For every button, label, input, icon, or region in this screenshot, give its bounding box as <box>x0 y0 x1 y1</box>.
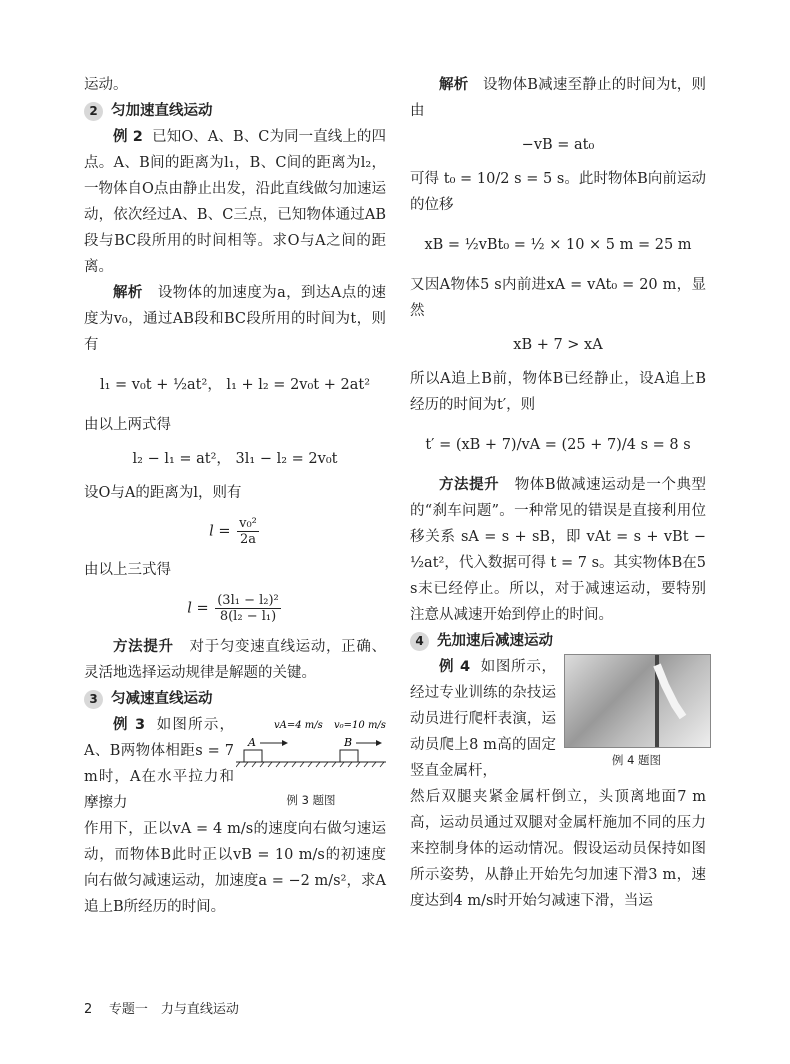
section-heading-2 <box>84 98 386 124</box>
method-tip <box>84 634 386 686</box>
block-b-icon <box>340 750 358 762</box>
solution <box>84 280 386 358</box>
left-column <box>84 72 386 920</box>
velocity-a-label: vA=4 m/s <box>274 720 323 731</box>
example-text: 已知O、A、B、C为同一直线上的四点。A、B间的距离为l₁，B、C间的距离为l₂，一物体自O点由静止出发，沿此直线做匀加速运动，依次经过A、B、C三点，已知物体通过AB段与BC段所用的时间相等。求O与A之间的距离。 <box>84 129 387 275</box>
method-text: 对于匀变速直线运动，正确、灵活地选择运动规律是解题的关键。 <box>84 639 387 681</box>
example-label: 例 4 <box>439 659 471 675</box>
example-label: 例 2 <box>113 129 143 145</box>
figure-3 <box>236 714 386 814</box>
section-heading-4 <box>410 628 706 654</box>
solution-label: 解析 <box>113 285 143 301</box>
page-footer <box>84 998 239 1017</box>
method-tip <box>410 472 706 628</box>
acrobat-illustration <box>565 655 710 747</box>
arrowhead-a-icon <box>282 740 288 746</box>
equation: xB = ½vBt₀ = ½ × 10 × 5 m = 25 m <box>424 237 692 253</box>
ground-hatch-icon <box>236 762 384 767</box>
equation: xB + 7 > xA <box>513 337 603 353</box>
section-heading-3 <box>84 686 386 712</box>
fraction <box>237 516 259 547</box>
example-label: 例 3 <box>113 717 146 733</box>
denominator: 2a <box>239 532 257 547</box>
example-4 <box>410 654 556 784</box>
chapter-title: 专题一 力与直线运动 <box>108 1002 239 1017</box>
numerator: (3l₁ − l₂)² <box>217 593 279 608</box>
solution-label: 解析 <box>439 77 469 93</box>
method-label: 方法提升 <box>439 477 500 493</box>
example-3-continued: 作用下，正以vA = 4 m/s的速度向右做匀速运动，而物体B此时正以vB = 10 m/s的初速度向右做匀减速运动，加速度a = −2 m/s²，求A追上B所经历的时间。 <box>84 821 386 915</box>
numerator: v₀² <box>239 516 257 531</box>
equation-lhs: l = <box>209 523 231 540</box>
paragraph: 由以上三式得 <box>84 562 171 578</box>
example-2 <box>84 124 386 280</box>
equation <box>84 506 386 557</box>
example-text: 如图所示，A、B两物体相距s = 7 m时，A在水平拉力和摩擦力 <box>84 717 235 811</box>
paragraph: 由以上两式得 <box>84 417 171 433</box>
example-4-block <box>410 654 706 784</box>
paragraph: 所以A追上B前，物体B已经静止，设A追上B经历的时间为t′，则 <box>410 371 706 413</box>
equation-lhs: l = <box>187 600 209 617</box>
page-number: 2 <box>84 1002 93 1017</box>
figure-4-caption: 例 4 题图 <box>611 753 662 767</box>
block-a-label: A <box>248 736 256 749</box>
example-3-block <box>84 712 386 816</box>
solution-text: 设物体的加速度为a，到达A点的速度为v₀，通过AB段和BC段所用的时间为t，则有 <box>84 285 387 353</box>
solution <box>410 72 706 124</box>
section-number: 3 <box>84 690 103 709</box>
figure-3-diagram <box>236 714 386 788</box>
solution-text: 设物体B减速至静止的时间为t，则由 <box>410 77 706 119</box>
section-title: 匀减速直线运动 <box>111 691 213 707</box>
denominator: 8(l₂ − l₁) <box>219 609 277 624</box>
section-title: 先加速后减速运动 <box>437 633 553 649</box>
equation: l₁ = v₀t + ½at²， l₁ + l₂ = 2v₀t + 2at² <box>99 377 371 393</box>
section-number: 4 <box>410 632 429 651</box>
arrowhead-b-icon <box>376 740 382 746</box>
paragraph: 运动。 <box>84 77 128 93</box>
block-b-label: B <box>344 736 353 749</box>
fraction <box>215 593 281 624</box>
acrobat-photo <box>564 654 711 748</box>
equation: −vB = at₀ <box>521 137 595 153</box>
paragraph: 设O与A的距离为l，则有 <box>84 485 242 501</box>
example-text: 如图所示，经过专业训练的杂技运动员进行爬杆表演，运动员爬上8 m高的固定竖直金属杆， <box>410 659 557 779</box>
example-4-continued: 然后双腿夹紧金属杆倒立，头顶离地面7 m高，运动员通过双腿对金属杆施加不同的压力来控制身体的运动情况。假设运动员保持如图所示姿势，从静止开始先匀加速下滑3 m，速度达到4 m/s时开始匀减速下滑，当运 <box>410 789 706 909</box>
velocity-b-label: v₀=10 m/s <box>334 720 386 731</box>
paragraph: 又因A物体5 s内前进xA = vAt₀ = 20 m，显然 <box>410 277 706 319</box>
section-title: 匀加速直线运动 <box>111 103 213 119</box>
example-3 <box>84 712 234 816</box>
right-column <box>410 72 706 914</box>
method-text: 物体B做减速运动是一个典型的“刹车问题”。一种常见的错误是直接利用位移关系 sA = s + sB，即 vAt = s + vBt − ½at²，代入数据可得 t = 7 s。其实物体B在5 s末已经停止。所以，对于减速运动，要特别注意从减速开始到停止的时间。 <box>410 477 707 623</box>
section-number: 2 <box>84 102 103 121</box>
equation: l₂ − l₁ = at²， 3l₁ − l₂ = 2v₀t <box>132 451 338 467</box>
paragraph: 可得 t₀ = 10/2 s = 5 s。此时物体B向前运动的位移 <box>410 171 706 213</box>
method-label: 方法提升 <box>113 639 174 655</box>
equation: t′ = (xB + 7)/vA = (25 + 7)/4 s = 8 s <box>425 437 691 453</box>
acrobat-figure-icon <box>657 665 683 717</box>
figure-3-caption: 例 3 题图 <box>286 793 336 807</box>
block-a-icon <box>244 750 262 762</box>
equation <box>84 583 386 634</box>
